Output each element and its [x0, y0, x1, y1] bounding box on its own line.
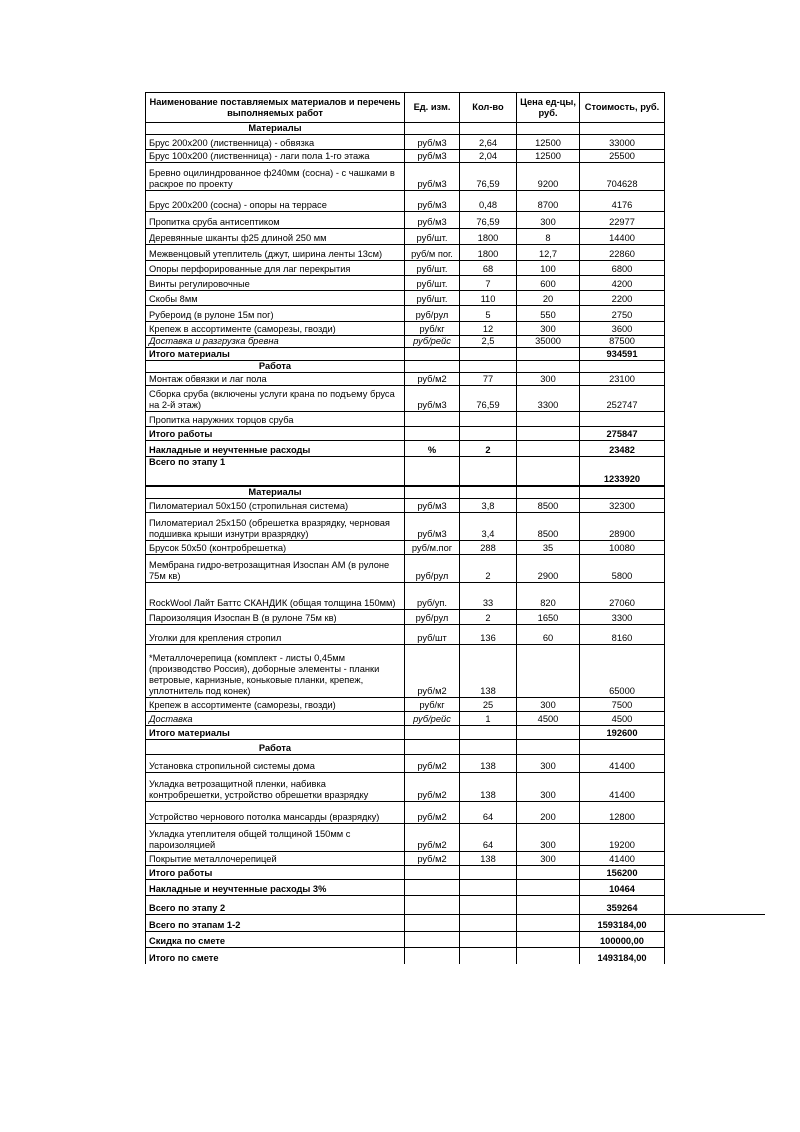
table-row — [146, 915, 665, 932]
item-unit: руб/уп. — [405, 583, 460, 610]
empty-cell — [580, 123, 665, 135]
table-row — [146, 698, 665, 712]
item-cost: 19200 — [580, 824, 665, 852]
table-row — [146, 541, 665, 555]
table-row — [146, 932, 665, 948]
table-row — [146, 386, 665, 412]
empty-cell — [405, 361, 460, 373]
item-unit: руб/шт. — [405, 261, 460, 276]
item-name: Брус 100х200 (лиственница) - лаги пола 1-го этажа — [146, 150, 405, 163]
item-qty: 138 — [460, 773, 517, 802]
table-row — [146, 645, 665, 698]
table-row — [146, 486, 665, 499]
item-cost: 252747 — [580, 386, 665, 412]
item-unit: руб/рейс — [405, 712, 460, 726]
item-cost: 41400 — [580, 852, 665, 866]
item-unit — [405, 948, 460, 964]
item-name: Скидка по смете — [146, 932, 405, 948]
item-qty — [460, 915, 517, 932]
table-row — [146, 880, 665, 896]
item-price: 300 — [517, 773, 580, 802]
item-price — [517, 915, 580, 932]
item-price: 35000 — [517, 336, 580, 348]
table-row — [146, 866, 665, 880]
table-row — [146, 555, 665, 583]
item-qty: 1800 — [460, 229, 517, 245]
table-row — [146, 348, 665, 361]
item-price: 3300 — [517, 386, 580, 412]
item-price: 35 — [517, 541, 580, 555]
empty-cell — [580, 486, 665, 499]
item-unit: руб/шт. — [405, 291, 460, 306]
item-price: 60 — [517, 625, 580, 645]
item-name: Доставка — [146, 712, 405, 726]
empty-cell — [460, 486, 517, 499]
item-price: 12500 — [517, 150, 580, 163]
item-name: Винты регулировочные — [146, 276, 405, 291]
item-unit: руб/м3 — [405, 499, 460, 513]
item-qty: 110 — [460, 291, 517, 306]
item-unit: руб/рул — [405, 555, 460, 583]
item-name: Сборка сруба (включены услуги крана по подъему бруса на 2-й этаж) — [146, 386, 405, 412]
table-row — [146, 229, 665, 245]
item-qty: 2 — [460, 441, 517, 457]
item-cost: 3300 — [580, 610, 665, 625]
table-row — [146, 163, 665, 191]
item-name: Итого материалы — [146, 726, 405, 740]
table-row — [146, 852, 665, 866]
item-cost: 23482 — [580, 441, 665, 457]
item-cost — [580, 412, 665, 427]
section-title: Работа — [146, 740, 405, 755]
item-unit — [405, 915, 460, 932]
header-qty: Кол-во — [460, 93, 517, 123]
item-qty — [460, 932, 517, 948]
table-header-row — [146, 93, 665, 123]
item-price — [517, 457, 580, 486]
item-price: 550 — [517, 306, 580, 322]
item-qty — [460, 457, 517, 486]
table-row — [146, 291, 665, 306]
table-row — [146, 625, 665, 645]
item-qty — [460, 948, 517, 964]
item-unit: руб/м2 — [405, 824, 460, 852]
item-price: 820 — [517, 583, 580, 610]
empty-cell — [517, 123, 580, 135]
item-qty: 3,4 — [460, 513, 517, 541]
item-unit — [405, 348, 460, 361]
item-unit: руб/м3 — [405, 150, 460, 163]
item-cost: 3600 — [580, 322, 665, 336]
item-unit: руб/м3 — [405, 191, 460, 212]
item-qty: 2 — [460, 610, 517, 625]
item-name: *Металлочерепица (комплект - листы 0,45мм (производство Россия), доборные элементы - планки ветровые, карнизные, коньковые планки, крепеж, уплотнитель под конек) — [146, 645, 405, 698]
item-price — [517, 726, 580, 740]
item-price: 4500 — [517, 712, 580, 726]
table-row — [146, 712, 665, 726]
table-row — [146, 336, 665, 348]
item-qty: 1 — [460, 712, 517, 726]
item-price — [517, 412, 580, 427]
item-name: Накладные и неучтенные расходы 3% — [146, 880, 405, 896]
table-row — [146, 276, 665, 291]
item-cost: 1493184,00 — [580, 948, 665, 964]
item-name: Итого материалы — [146, 348, 405, 361]
table-row — [146, 427, 665, 441]
item-unit — [405, 457, 460, 486]
item-price: 300 — [517, 852, 580, 866]
item-qty: 0,48 — [460, 191, 517, 212]
item-unit: руб/м3 — [405, 212, 460, 229]
table-row — [146, 896, 665, 915]
item-cost: 4176 — [580, 191, 665, 212]
item-name: Укладка утеплителя общей толщиной 150мм с пароизоляцией — [146, 824, 405, 852]
item-qty: 12 — [460, 322, 517, 336]
item-price — [517, 348, 580, 361]
item-name: Пиломатериал 25х150 (обрешетка вразрядку, черновая подшивка крыши изнутри вразрядку) — [146, 513, 405, 541]
table-row — [146, 824, 665, 852]
item-name: Брусок 50х50 (контробрешетка) — [146, 541, 405, 555]
empty-cell — [517, 361, 580, 373]
item-price: 9200 — [517, 163, 580, 191]
item-unit: руб/м2 — [405, 852, 460, 866]
item-price — [517, 866, 580, 880]
empty-cell — [460, 361, 517, 373]
item-cost: 22977 — [580, 212, 665, 229]
item-price: 300 — [517, 212, 580, 229]
item-cost: 704628 — [580, 163, 665, 191]
table-row — [146, 948, 665, 964]
item-name: Доставка и разгрузка бревна — [146, 336, 405, 348]
item-qty: 76,59 — [460, 386, 517, 412]
item-cost: 100000,00 — [580, 932, 665, 948]
item-name: Итого работы — [146, 427, 405, 441]
item-cost: 4500 — [580, 712, 665, 726]
item-cost: 359264 — [580, 896, 665, 915]
header-cost: Стоимость, руб. — [580, 93, 665, 123]
item-price — [517, 441, 580, 457]
item-price: 300 — [517, 824, 580, 852]
item-price: 12500 — [517, 135, 580, 150]
table-row — [146, 610, 665, 625]
item-price: 20 — [517, 291, 580, 306]
item-unit: руб/м2 — [405, 755, 460, 773]
item-unit: руб/кг — [405, 322, 460, 336]
item-cost: 4200 — [580, 276, 665, 291]
item-cost: 2750 — [580, 306, 665, 322]
item-qty: 76,59 — [460, 212, 517, 229]
item-cost: 275847 — [580, 427, 665, 441]
item-price: 8700 — [517, 191, 580, 212]
item-qty — [460, 726, 517, 740]
table-row — [146, 740, 665, 755]
item-price: 300 — [517, 755, 580, 773]
item-name: Покрытие металлочерепицей — [146, 852, 405, 866]
table-row — [146, 306, 665, 322]
item-name: Всего по этапам 1-2 — [146, 915, 405, 932]
item-cost: 22860 — [580, 245, 665, 261]
item-unit: руб/м2 — [405, 802, 460, 824]
table-row — [146, 373, 665, 386]
item-qty: 138 — [460, 755, 517, 773]
item-unit: руб/м.пог — [405, 541, 460, 555]
empty-cell — [405, 123, 460, 135]
item-unit: руб/м3 — [405, 386, 460, 412]
item-qty: 2,64 — [460, 135, 517, 150]
table-row — [146, 513, 665, 541]
item-price — [517, 948, 580, 964]
item-unit — [405, 932, 460, 948]
table-row — [146, 457, 665, 486]
table-row — [146, 212, 665, 229]
item-name: Скобы 8мм — [146, 291, 405, 306]
header-name: Наименование поставляемых материалов и перечень выполняемых работ — [146, 93, 405, 123]
item-cost: 27060 — [580, 583, 665, 610]
table-row — [146, 726, 665, 740]
estimate-table — [145, 92, 665, 964]
table-row — [146, 361, 665, 373]
item-qty — [460, 896, 517, 915]
item-price: 600 — [517, 276, 580, 291]
item-cost: 5800 — [580, 555, 665, 583]
item-cost: 14400 — [580, 229, 665, 245]
item-price: 8 — [517, 229, 580, 245]
item-unit: руб/м2 — [405, 373, 460, 386]
item-name: Крепеж в ассортименте (саморезы, гвозди) — [146, 322, 405, 336]
table-row — [146, 150, 665, 163]
item-cost: 10464 — [580, 880, 665, 896]
item-cost: 65000 — [580, 645, 665, 698]
item-name: Крепеж в ассортименте (саморезы, гвозди) — [146, 698, 405, 712]
item-qty — [460, 348, 517, 361]
item-price: 300 — [517, 698, 580, 712]
item-name: Пароизоляция Изоспан В (в рулоне 75м кв) — [146, 610, 405, 625]
item-price: 12,7 — [517, 245, 580, 261]
item-qty: 64 — [460, 824, 517, 852]
item-name: Укладка ветрозащитной пленки, набивка контробрешетки, устройство обрешетки вразрядку — [146, 773, 405, 802]
item-cost: 6800 — [580, 261, 665, 276]
item-unit — [405, 726, 460, 740]
item-cost: 41400 — [580, 755, 665, 773]
table-row — [146, 135, 665, 150]
header-unit: Ед. изм. — [405, 93, 460, 123]
empty-cell — [580, 361, 665, 373]
item-price: 300 — [517, 322, 580, 336]
item-qty: 76,59 — [460, 163, 517, 191]
item-unit: руб/м3 — [405, 513, 460, 541]
item-qty: 25 — [460, 698, 517, 712]
item-name: Бревно оцилиндрованное ф240мм (сосна) - с чашками в раскрое по проекту — [146, 163, 405, 191]
item-qty: 2,04 — [460, 150, 517, 163]
item-price: 2900 — [517, 555, 580, 583]
item-name: RockWool Лайт Баттс СКАНДИК (общая толщина 150мм) — [146, 583, 405, 610]
item-qty — [460, 866, 517, 880]
item-name: Итого по смете — [146, 948, 405, 964]
item-unit: руб/рул — [405, 610, 460, 625]
item-cost: 32300 — [580, 499, 665, 513]
item-name: Установка стропильной системы дома — [146, 755, 405, 773]
item-qty: 7 — [460, 276, 517, 291]
item-cost: 41400 — [580, 773, 665, 802]
empty-cell — [460, 740, 517, 755]
item-price — [517, 880, 580, 896]
item-qty: 64 — [460, 802, 517, 824]
empty-cell — [405, 486, 460, 499]
item-qty: 2 — [460, 555, 517, 583]
item-price — [517, 427, 580, 441]
item-qty — [460, 880, 517, 896]
item-unit: руб/м2 — [405, 773, 460, 802]
item-price: 8500 — [517, 513, 580, 541]
item-unit: руб/рейс — [405, 336, 460, 348]
item-price: 300 — [517, 373, 580, 386]
item-unit — [405, 412, 460, 427]
item-unit — [405, 427, 460, 441]
item-price: 200 — [517, 802, 580, 824]
item-name: Межвенцовый утеплитель (джут, ширина ленты 13см) — [146, 245, 405, 261]
item-cost: 25500 — [580, 150, 665, 163]
item-unit: % — [405, 441, 460, 457]
item-cost: 10080 — [580, 541, 665, 555]
table-row — [146, 755, 665, 773]
item-name: Мембрана гидро-ветрозащитная Изоспан АМ (в рулоне 75м кв) — [146, 555, 405, 583]
item-name: Пропитка наружних торцов сруба — [146, 412, 405, 427]
item-unit — [405, 866, 460, 880]
item-unit — [405, 880, 460, 896]
item-price — [517, 932, 580, 948]
item-qty: 2,5 — [460, 336, 517, 348]
empty-cell — [405, 740, 460, 755]
item-cost: 28900 — [580, 513, 665, 541]
table-row — [146, 441, 665, 457]
item-unit: руб/м2 — [405, 645, 460, 698]
item-unit: руб/шт. — [405, 276, 460, 291]
item-cost: 12800 — [580, 802, 665, 824]
item-qty: 3,8 — [460, 499, 517, 513]
item-qty — [460, 412, 517, 427]
item-qty: 288 — [460, 541, 517, 555]
empty-cell — [517, 486, 580, 499]
item-name: Опоры перфорированные для лаг перекрытия — [146, 261, 405, 276]
item-cost: 934591 — [580, 348, 665, 361]
item-cost: 7500 — [580, 698, 665, 712]
item-cost: 156200 — [580, 866, 665, 880]
item-unit: руб/рул — [405, 306, 460, 322]
item-cost: 87500 — [580, 336, 665, 348]
item-unit: руб/м3 — [405, 163, 460, 191]
item-name: Монтаж обвязки и лаг пола — [146, 373, 405, 386]
item-name: Уголки для крепления стропил — [146, 625, 405, 645]
section-title: Работа — [146, 361, 405, 373]
item-unit: руб/шт. — [405, 229, 460, 245]
item-price — [517, 645, 580, 698]
divider-line — [660, 914, 765, 915]
item-cost: 192600 — [580, 726, 665, 740]
empty-cell — [517, 740, 580, 755]
table-row — [146, 123, 665, 135]
item-unit: руб/м пог. — [405, 245, 460, 261]
item-name: Всего по этапу 1 — [146, 457, 405, 486]
table-row — [146, 322, 665, 336]
item-unit: руб/шт — [405, 625, 460, 645]
item-name: Устройство чернового потолка мансарды (вразрядку) — [146, 802, 405, 824]
item-cost: 33000 — [580, 135, 665, 150]
item-cost: 2200 — [580, 291, 665, 306]
item-qty: 5 — [460, 306, 517, 322]
item-unit: руб/м3 — [405, 135, 460, 150]
empty-cell — [460, 123, 517, 135]
item-name: Брус 200х200 (лиственница) - обвязка — [146, 135, 405, 150]
item-name: Итого работы — [146, 866, 405, 880]
item-qty: 1800 — [460, 245, 517, 261]
item-qty: 68 — [460, 261, 517, 276]
item-name: Пропитка сруба антисептиком — [146, 212, 405, 229]
item-qty: 136 — [460, 625, 517, 645]
item-price — [517, 896, 580, 915]
item-qty: 138 — [460, 645, 517, 698]
item-qty: 33 — [460, 583, 517, 610]
item-qty: 138 — [460, 852, 517, 866]
table-row — [146, 412, 665, 427]
item-unit: руб/кг — [405, 698, 460, 712]
item-price: 1650 — [517, 610, 580, 625]
item-name: Деревянные шканты ф25 длиной 250 мм — [146, 229, 405, 245]
item-cost: 8160 — [580, 625, 665, 645]
item-name: Накладные и неучтенные расходы — [146, 441, 405, 457]
estimate-rows — [146, 123, 665, 964]
item-price: 100 — [517, 261, 580, 276]
section-title: Материалы — [146, 123, 405, 135]
section-title: Материалы — [146, 486, 405, 499]
item-cost: 1233920 — [580, 457, 665, 486]
header-price: Цена ед-цы, руб. — [517, 93, 580, 123]
table-row — [146, 802, 665, 824]
empty-cell — [580, 740, 665, 755]
item-name: Пиломатериал 50х150 (стропильная система) — [146, 499, 405, 513]
table-row — [146, 261, 665, 276]
item-name: Брус 200х200 (сосна) - опоры на террасе — [146, 191, 405, 212]
item-price: 8500 — [517, 499, 580, 513]
item-name: Всего по этапу 2 — [146, 896, 405, 915]
table-row — [146, 773, 665, 802]
item-qty: 77 — [460, 373, 517, 386]
table-row — [146, 499, 665, 513]
table-row — [146, 245, 665, 261]
item-qty — [460, 427, 517, 441]
item-cost: 1593184,00 — [580, 915, 665, 932]
item-cost: 23100 — [580, 373, 665, 386]
table-row — [146, 191, 665, 212]
table-row — [146, 583, 665, 610]
item-name: Рубероид (в рулоне 15м пог) — [146, 306, 405, 322]
item-unit — [405, 896, 460, 915]
